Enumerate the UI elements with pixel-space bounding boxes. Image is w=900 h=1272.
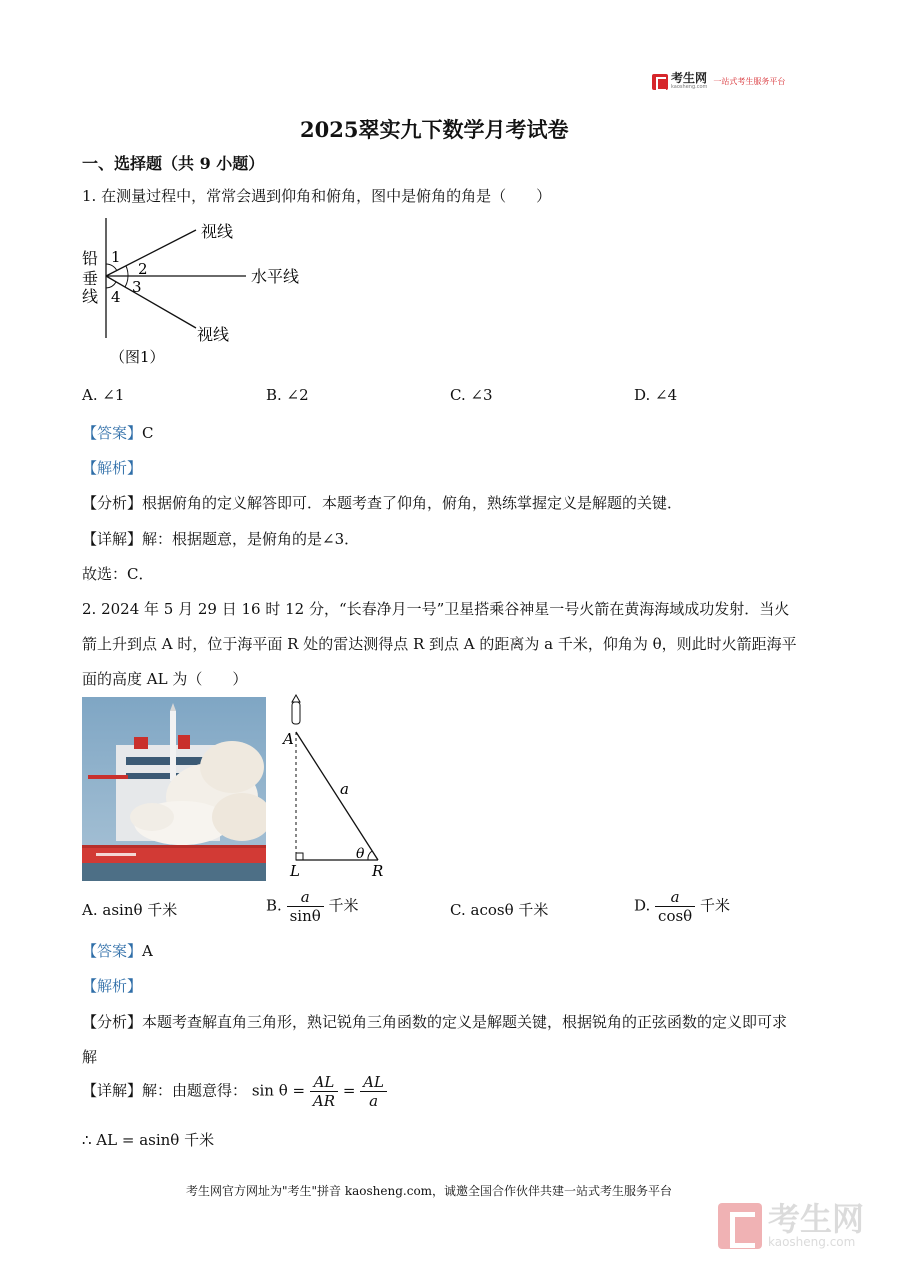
sight-label-bottom: 视线 [197, 325, 230, 344]
q1-choice: 故选：C． [82, 565, 154, 583]
q1-stem: 1. 在测量过程中，常常会遇到仰角和俯角，图中是俯角的角是（ ） [82, 187, 552, 205]
section-heading: 一、选择题（共 9 小题） [82, 154, 265, 173]
brand-name: 考生网 [671, 71, 708, 85]
header-logo [652, 73, 785, 90]
frac1-num: AL [310, 1073, 338, 1092]
theta-label: θ [356, 846, 365, 862]
frac-num: a [287, 888, 324, 907]
detail-tag: 【详解】 [82, 1081, 143, 1100]
q1-figure [80, 212, 320, 372]
frac2-den: a [369, 1092, 379, 1110]
rocket-icon [292, 702, 300, 724]
option-letter: B. [266, 896, 282, 915]
q1-option-d: D. ∠4 [634, 386, 678, 404]
vertical-label-3: 线 [82, 287, 99, 306]
q2-option-b [266, 888, 359, 925]
q2-option-c [450, 899, 548, 920]
frac-den: sinθ [289, 907, 321, 925]
option-letter: D. [634, 896, 651, 915]
frac-num: a [655, 888, 695, 907]
watermark-name: 考生网 [768, 1200, 865, 1238]
brand-sub: kaosheng.com [671, 84, 708, 90]
kaosheng-logo-icon [652, 74, 668, 90]
hypotenuse [296, 732, 378, 860]
q2-answer [82, 940, 153, 961]
watermark-logo-icon [718, 1203, 762, 1249]
q2-fenxi-line1 [82, 1011, 787, 1032]
q2-conclusion: ∴ AL = asinθ 千米 [82, 1131, 215, 1149]
option-text: asinθ 千米 [102, 901, 178, 919]
watermark [718, 1200, 865, 1249]
detail-prefix: 解：由题意得： [142, 1081, 248, 1100]
angle-label-4: 4 [111, 288, 121, 306]
q2-triangle-figure [280, 694, 390, 884]
detail-text: 解：根据题意，是俯角的是∠3． [142, 530, 360, 548]
brand-slogan: 一站式考生服务平台 [713, 77, 786, 86]
answer-value: A [142, 942, 153, 960]
point-r-label: R [372, 862, 384, 880]
point-a-label: A [283, 730, 294, 748]
angle-arc-3 [125, 276, 128, 287]
fenxi-text: 根据俯角的定义解答即可．本题考查了仰角，俯角，熟练掌握定义是解题的关键． [142, 494, 683, 512]
answer-value: C [142, 424, 154, 442]
detail-tag: 【详解】 [82, 530, 143, 548]
footer-text: 考生网官方网址为"考生"拼音 kaosheng.com，诚邀全国合作伙伴共建一站式考生服务平台 [186, 1184, 673, 1198]
fenxi-tag: 【分析】 [82, 1013, 143, 1031]
theta-arc [368, 851, 372, 860]
frac1-den: AR [312, 1092, 336, 1110]
angle-label-2: 2 [138, 260, 148, 278]
answer-tag: 【答案】 [82, 942, 143, 960]
rocket-launch-photo [82, 697, 266, 881]
q2-fenxi-line2: 解 [82, 1048, 98, 1066]
q1-fenxi [82, 492, 682, 513]
vertical-label-1: 铅 [82, 249, 99, 268]
q2-stem-line2: 箭上升到点 A 时，位于海平面 R 处的雷达测得点 R 到点 A 的距离为 a 千米，仰角为 θ，则此时火箭距海平 [82, 635, 797, 653]
option-letter: A. [82, 901, 98, 919]
option-text: acosθ 千米 [470, 901, 549, 919]
q1-option-a: A. ∠1 [82, 386, 125, 404]
figure-caption: （图1） [110, 348, 165, 366]
detail-eq: = [342, 1081, 356, 1100]
q2-stem-line1: 2. 2024 年 5 月 29 日 16 时 12 分，“长春净月一号”卫星搭乘谷神星一号火箭在黄海海域成功发射．当火 [82, 600, 790, 618]
frac-den: cosθ [658, 907, 693, 925]
fenxi-text: 本题考查解直角三角形，熟记锐角三角函数的定义是解题关键，根据锐角的正弦函数的定义即可求 [142, 1013, 788, 1031]
option-unit: 千米 [328, 896, 359, 915]
side-a-label: a [340, 780, 349, 798]
q2-analysis-tag: 【解析】 [82, 977, 143, 995]
q1-answer [82, 422, 154, 443]
option-letter: C. [450, 901, 466, 919]
q2-option-a [82, 899, 177, 920]
q1-analysis-tag: 【解析】 [82, 459, 143, 477]
watermark-url: kaosheng.com [768, 1235, 856, 1249]
frac2-num: AL [360, 1073, 387, 1092]
sight-label-top: 视线 [201, 222, 234, 241]
angle-label-1: 1 [111, 248, 121, 266]
option-unit: 千米 [700, 896, 731, 915]
answer-tag: 【答案】 [82, 424, 143, 442]
vertical-label-2: 垂 [82, 269, 99, 288]
horizontal-label: 水平线 [251, 267, 300, 286]
fenxi-tag: 【分析】 [82, 494, 143, 512]
q2-stem-line3: 面的高度 AL 为（ ） [82, 670, 248, 688]
q1-detail [82, 528, 359, 549]
angle-arc-2 [126, 266, 128, 276]
q1-option-c: C. ∠3 [450, 386, 493, 404]
q1-option-b: B. ∠2 [266, 386, 309, 404]
detail-lhs: sin θ = [251, 1081, 306, 1100]
q2-option-d [634, 888, 730, 925]
angle-label-3: 3 [132, 278, 142, 296]
page-title: 2025翠实九下数学月考试卷 [300, 117, 569, 142]
point-l-label: L [290, 862, 300, 880]
q2-detail [82, 1073, 387, 1110]
right-angle-mark [296, 853, 303, 860]
